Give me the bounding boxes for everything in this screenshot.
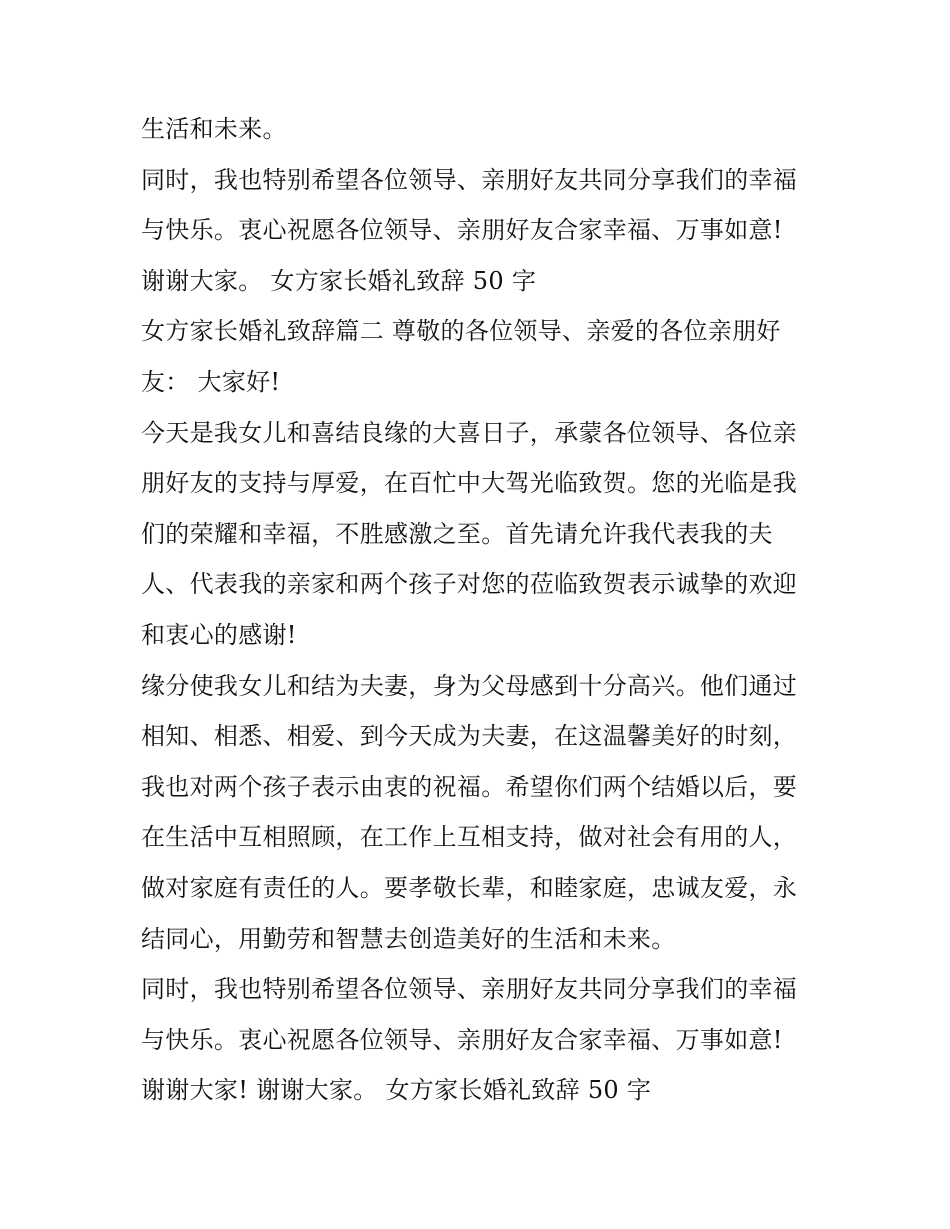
- text-line: 今天是我女儿和喜结良缘的大喜日子，承蒙各位领导、各位亲: [141, 418, 798, 447]
- text-line: 结同心，用勤劳和智慧去创造美好的生活和未来。: [141, 924, 676, 953]
- text-line: 缘分使我女儿和结为夫妻，身为父母感到十分高兴。他们通过: [141, 671, 798, 700]
- document-body: [141, 104, 821, 1116]
- text-line: 在生活中互相照顾，在工作上互相支持，做对社会有用的人，: [141, 823, 798, 852]
- text-line: 们的荣耀和幸福，不胜感激之至。首先请允许我代表我的夫: [141, 519, 773, 548]
- text-line: 我也对两个孩子表示由衷的祝福。希望你们两个结婚以后，要: [141, 772, 798, 801]
- text-line: 同时，我也特别希望各位领导、亲朋好友共同分享我们的幸福: [141, 975, 798, 1004]
- text-line: 与快乐。衷心祝愿各位领导、亲朋好友合家幸福、万事如意!: [141, 1025, 783, 1054]
- text-line: 友： 大家好!: [141, 367, 281, 396]
- text-line: 朋好友的支持与厚爱，在百忙中大驾光临致贺。您的光临是我: [141, 469, 798, 498]
- text-line: 同时，我也特别希望各位领导、亲朋好友共同分享我们的幸福: [141, 165, 798, 194]
- text-line: 女方家长婚礼致辞篇二 尊敬的各位领导、亲爱的各位亲朋好: [141, 317, 781, 346]
- text-line: 生活和未来。: [141, 115, 287, 143]
- text-line: 谢谢大家! 谢谢大家。 女方家长婚礼致辞 50 字: [141, 1076, 652, 1105]
- text-line: 做对家庭有责任的人。要孝敬长辈，和睦家庭，忠诚友爱，永: [141, 873, 798, 902]
- text-line: 和衷心的感谢!: [141, 620, 297, 649]
- text-line: 人、代表我的亲家和两个孩子对您的莅临致贺表示诚挚的欢迎: [141, 570, 798, 599]
- text-line: 相知、相悉、相爱、到今天成为夫妻，在这温馨美好的时刻，: [141, 722, 798, 751]
- text-line: 与快乐。衷心祝愿各位领导、亲朋好友合家幸福、万事如意!: [141, 216, 783, 245]
- text-line: 谢谢大家。 女方家长婚礼致辞 50 字: [141, 266, 537, 295]
